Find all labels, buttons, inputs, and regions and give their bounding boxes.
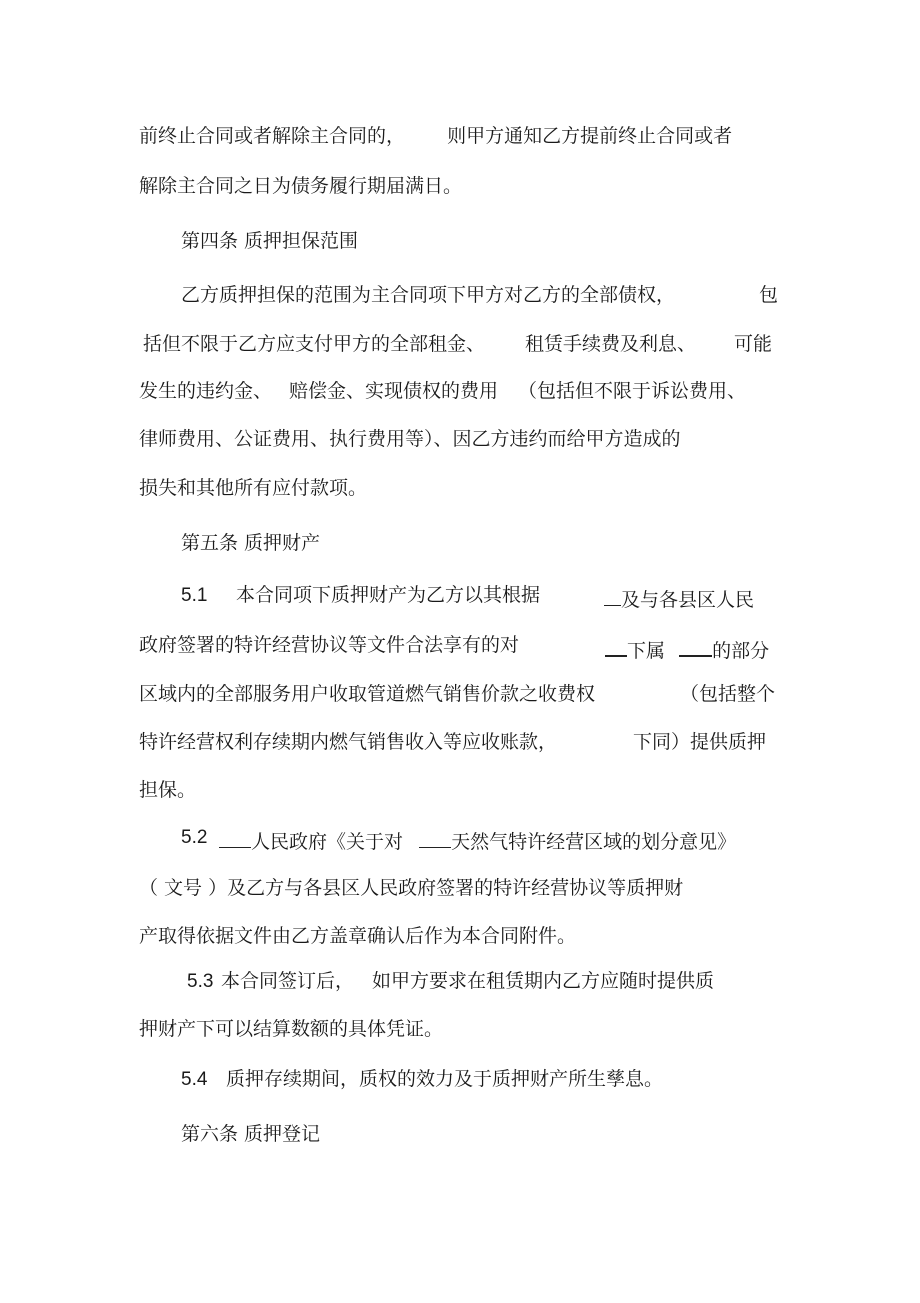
article-heading: 第五条 质押财产 [181,532,321,554]
clause-number: 5.4 [181,1069,208,1090]
text-line: 押财产下可以结算数额的具体凭证。 [139,1018,444,1040]
text-fragment: （包括但不限于诉讼费用、 [518,380,747,402]
text-fragment: 本合同签订后， [221,970,355,992]
clause-number: 5.1 [181,585,208,606]
text-line [219,828,736,852]
fill-in-blank [679,636,712,657]
text-line [139,127,732,146]
text-line: 产取得依据文件由乙方盖章确认后作为本合同附件。 [139,925,577,947]
text-fragment: 赔偿金、实现债权的费用 [289,380,499,402]
text-fragment: 本合同项下质押财产为乙方以其根据 [236,584,541,606]
text-fragment: 政府签署的特许经营协议等文件合法享有的对 [139,634,520,656]
text-line: 解除主合同之日为债务履行期届满日。 [139,175,463,197]
text-fragment: 括但不限于乙方应支付甲方的全部租金、 [143,333,486,355]
article-heading: 第四条 质押担保范围 [181,230,359,252]
text-fragment: 特许经营权利存续期内燃气销售收入等应收账款， [139,731,558,753]
text-fragment: 包 [759,284,779,306]
text-line [604,586,754,610]
text-fragment: 下同）提供质押 [633,731,767,753]
text-fragment: 天然气特许经营区域的划分意见》 [451,831,737,853]
text-line [605,636,769,661]
text-fragment: 租赁手续费及利息、 [525,333,697,355]
fill-in-blank [605,636,627,657]
text-fragment: 及与各县区人民 [621,589,755,611]
text-fragment: 可能 [734,333,773,355]
text-line [181,286,675,305]
text-fragment: 前终止合同或者解除主合同的， [139,125,406,147]
fill-in-blank [419,828,451,848]
text-fragment: 质押存续期间，质权的效力及于质押财产所生孳息。 [226,1068,664,1090]
article-heading: 第六条 质押登记 [181,1123,321,1145]
fill-in-blank [604,586,621,606]
text-fragment: （包括整个 [680,683,776,705]
fill-in-blank [219,828,251,848]
text-fragment: 的部分 [712,640,770,662]
text-fragment: 乙方质押担保的范围为主合同项下甲方对乙方的全部债权， [181,284,676,306]
text-fragment: 则甲方通知乙方提前终止合同或者 [447,125,733,147]
text-fragment: 下属 [627,640,666,662]
text-fragment: 区域内的全部服务用户收取管道燃气销售价款之收费权 [139,683,596,705]
text-line: 律师费用、公证费用、执行费用等）、因乙方违约而给甲方造成的 [139,428,681,450]
clause-number: 5.3 [187,971,214,992]
text-fragment: 发生的违约金、 [139,380,273,402]
text-line: 损失和其他所有应付款项。 [139,477,368,499]
text-line: （ 文号 ）及乙方与各县区人民政府签署的特许经营协议等质押财 [139,877,684,899]
text-fragment: 人民政府《关于对 [251,831,404,853]
clause-number: 5.2 [181,827,208,848]
text-line: 担保。 [139,779,197,801]
text-fragment: 如甲方要求在租赁期内乙方应随时提供质 [372,970,715,992]
